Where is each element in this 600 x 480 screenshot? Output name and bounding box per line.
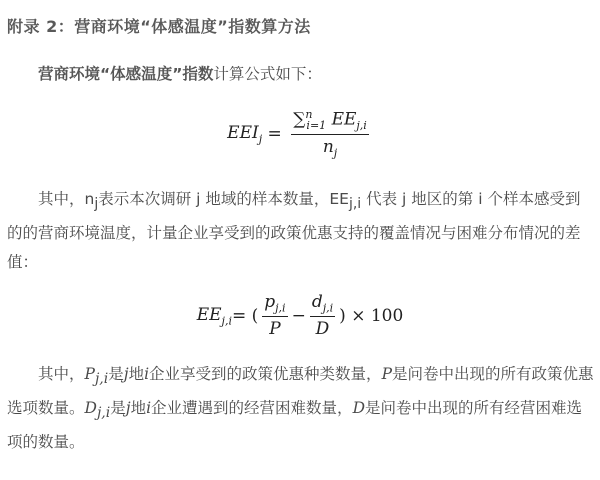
equals-sign: =: [262, 123, 288, 144]
eei-numerator: ∑$^n_{i=1}$ $EE_{j,i}$: [291, 108, 369, 135]
index-name-bold: 营商环境“体感温度”指数: [38, 65, 214, 83]
variable-explanation-paragraph: 其中，$P_{j,i}$是j地i企业享受到的政策优惠种类数量，P是问卷中出现的所有政策优惠选项数量。$D_{j,i}$是j地i企业遭遇到的经营困难数量，D是问卷中出现的所有经营困难选项的数量。: [7, 365, 594, 452]
difficulty-fraction: $\frac{d_{j,i}}{D}$: [311, 292, 334, 340]
times-hundred: ) × 100: [339, 305, 404, 326]
appendix-heading: 附录 2：营商环境“体感温度”指数算方法: [7, 17, 311, 36]
intro-text: 计算公式如下：: [213, 65, 322, 83]
policy-fraction: $\frac{p_{j,i}}{P}$: [264, 292, 286, 340]
eei-fraction: [291, 108, 369, 159]
definition-paragraph: 其中，$n_j$表示本次调研 j 地域的样本数量，$EE_{j,i}$ 代表 j 地区的第 i 个样本感受到的的营商环境温度，计量企业享受到的政策优惠支持的覆盖情况与困难分布情况的差值：: [7, 190, 581, 272]
intro-paragraph: [7, 60, 595, 89]
ee-lhs: $EE_{j,i}$: [196, 304, 232, 327]
formula-ee: [0, 292, 600, 339]
eei-lhs: $EEI_j$: [227, 122, 263, 145]
minus-sign: −: [291, 305, 306, 326]
equals-paren: = (: [231, 305, 259, 326]
eei-denominator: $n_j$: [322, 137, 338, 160]
formula-eei: [0, 108, 600, 159]
